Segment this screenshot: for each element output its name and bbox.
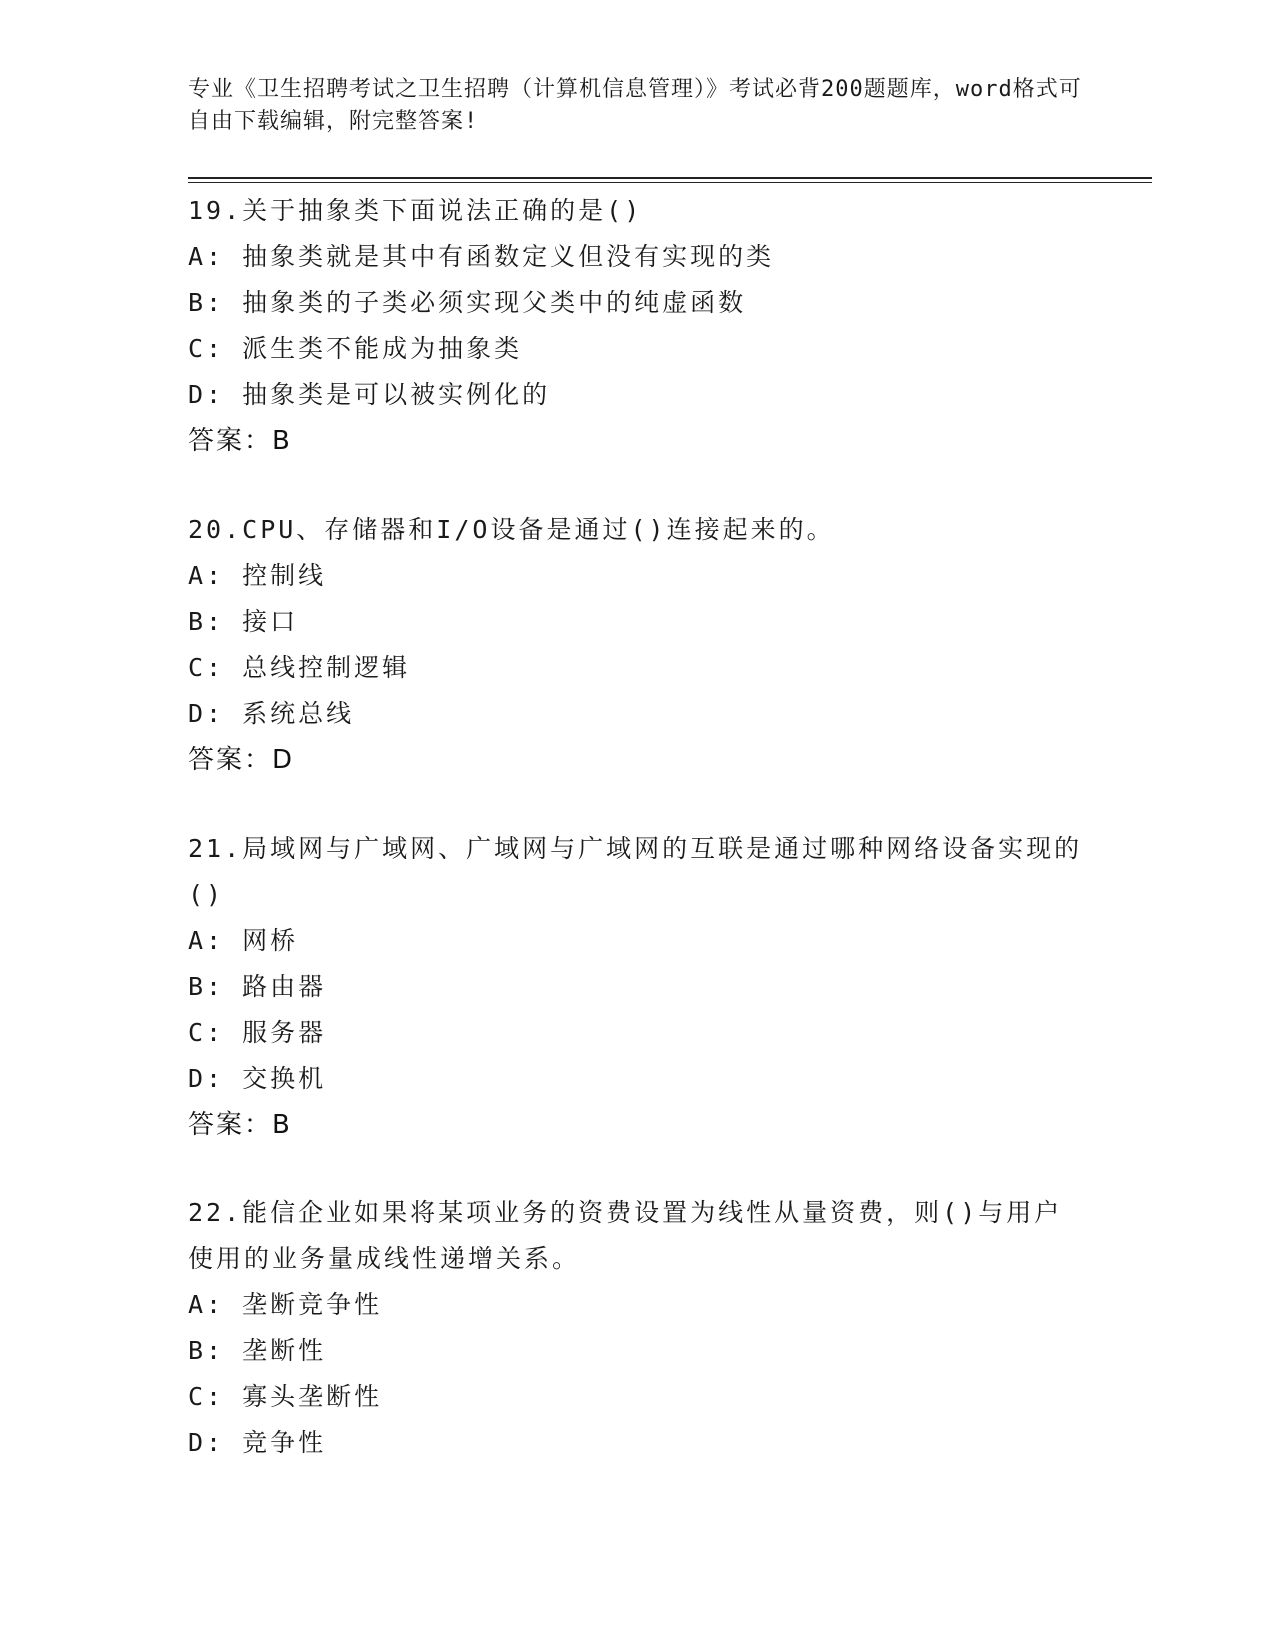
question-21 (188, 826, 1088, 1148)
option-b: B: 抽象类的子类必须实现父类中的纯虚函数 (188, 288, 747, 317)
question-22 (188, 1190, 1088, 1466)
question-stem: 22.能信企业如果将某项业务的资费设置为线性从量资费，则()与用户使用的业务量成线性递增关系。 (188, 1198, 1063, 1273)
question-stem: 21.局域网与广域网、广域网与广域网的互联是通过哪种网络设备实现的() (188, 834, 1083, 909)
option-a: A: 控制线 (188, 561, 327, 590)
header-divider-thin (188, 182, 1152, 183)
option-b: B: 接口 (188, 607, 299, 636)
option-b: B: 垄断性 (188, 1336, 327, 1365)
question-stem: 19.关于抽象类下面说法正确的是() (188, 196, 643, 225)
header-divider (188, 177, 1152, 179)
option-d: D: 竞争性 (188, 1428, 327, 1457)
option-c: C: 总线控制逻辑 (188, 653, 411, 682)
option-c: C: 寡头垄断性 (188, 1382, 383, 1411)
question-19 (188, 188, 1088, 464)
option-b: B: 路由器 (188, 972, 327, 1001)
option-a: A: 网桥 (188, 926, 299, 955)
document-header: 专业《卫生招聘考试之卫生招聘（计算机信息管理）》考试必背200题题库，word格式可自由下载编辑，附完整答案! (188, 77, 1082, 134)
answer-line: 答案：B (188, 1110, 292, 1140)
option-c: C: 服务器 (188, 1018, 327, 1047)
option-a: A: 垄断竞争性 (188, 1290, 383, 1319)
option-c: C: 派生类不能成为抽象类 (188, 334, 523, 363)
option-d: D: 系统总线 (188, 699, 355, 728)
option-d: D: 交换机 (188, 1064, 327, 1093)
option-d: D: 抽象类是可以被实例化的 (188, 380, 551, 409)
question-20 (188, 507, 1088, 783)
option-a: A: 抽象类就是其中有函数定义但没有实现的类 (188, 242, 775, 271)
question-stem: 20.CPU、存储器和I/O设备是通过()连接起来的。 (188, 515, 835, 544)
answer-line: 答案：D (188, 745, 295, 775)
answer-line: 答案：B (188, 426, 292, 456)
